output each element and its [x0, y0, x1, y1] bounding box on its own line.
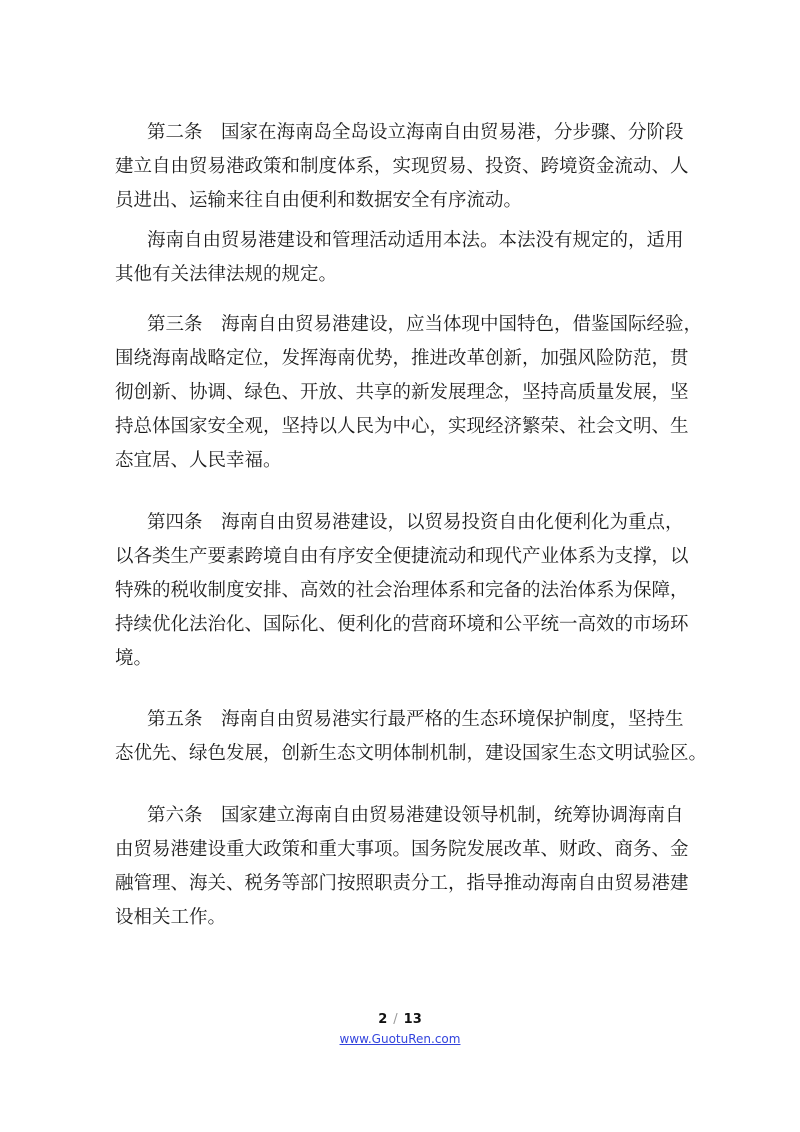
text-line: 以各类生产要素跨境自由有序安全便捷流动和现代产业体系为支撑，以: [115, 546, 689, 567]
text-line: 特殊的税收制度安排、高效的社会治理体系和完备的法治体系为保障，: [115, 580, 689, 601]
text-line: 持总体国家安全观，坚持以人民为中心，实现经济繁荣、社会文明、生: [115, 416, 689, 437]
paragraph-article-6: [115, 799, 715, 935]
text-line: 第六条 国家建立海南自由贸易港建设领导机制，统筹协调海南自: [147, 805, 684, 826]
text-line: 海南自由贸易港建设和管理活动适用本法。本法没有规定的，适用: [147, 230, 684, 251]
paragraph-article-3: [115, 308, 715, 478]
paragraph-article-2: [115, 116, 715, 218]
text-line: 员进出、运输来往自由便利和数据安全有序流动。: [115, 190, 523, 211]
text-line: 第二条 国家在海南岛全岛设立海南自由贸易港，分步骤、分阶段: [147, 122, 684, 143]
text-line: 彻创新、协调、绿色、开放、共享的新发展理念，坚持高质量发展，坚: [115, 382, 689, 403]
page-number: [0, 1012, 800, 1027]
text-line: 其他有关法律法规的规定。: [115, 264, 338, 285]
text-line: 态宜居、人民幸福。: [115, 450, 282, 471]
paragraph-applicability: [115, 224, 715, 292]
text-line: 由贸易港建设重大政策和重大事项。国务院发展改革、财政、商务、金: [115, 839, 689, 860]
text-line: 围绕海南战略定位，发挥海南优势，推进改革创新，加强风险防范，贯: [115, 348, 689, 369]
text-line: 融管理、海关、税务等部门按照职责分工，指导推动海南自由贸易港建: [115, 873, 689, 894]
text-line: 持续优化法治化、国际化、便利化的营商环境和公平统一高效的市场环: [115, 614, 689, 635]
footer-site: [0, 1032, 800, 1046]
page-separator: /: [393, 1012, 398, 1027]
text-line: 设相关工作。: [115, 907, 227, 928]
text-line: 境。: [115, 648, 153, 669]
site-link[interactable]: www.GuotuRen.com: [339, 1032, 461, 1046]
text-line: 态优先、绿色发展，创新生态文明体制机制，建设国家生态文明试验区。: [115, 743, 708, 764]
text-line: 第五条 海南自由贸易港实行最严格的生态环境保护制度，坚持生: [147, 709, 684, 730]
paragraph-article-4: [115, 506, 715, 676]
page-current: 2: [378, 1012, 388, 1027]
paragraph-article-5: [115, 703, 715, 771]
page-total: 13: [403, 1012, 422, 1027]
text-line: 第四条 海南自由贸易港建设，以贸易投资自由化便利化为重点，: [147, 512, 684, 533]
text-line: 第三条 海南自由贸易港建设，应当体现中国特色，借鉴国际经验，: [147, 314, 703, 335]
text-line: 建立自由贸易港政策和制度体系，实现贸易、投资、跨境资金流动、人: [115, 156, 689, 177]
